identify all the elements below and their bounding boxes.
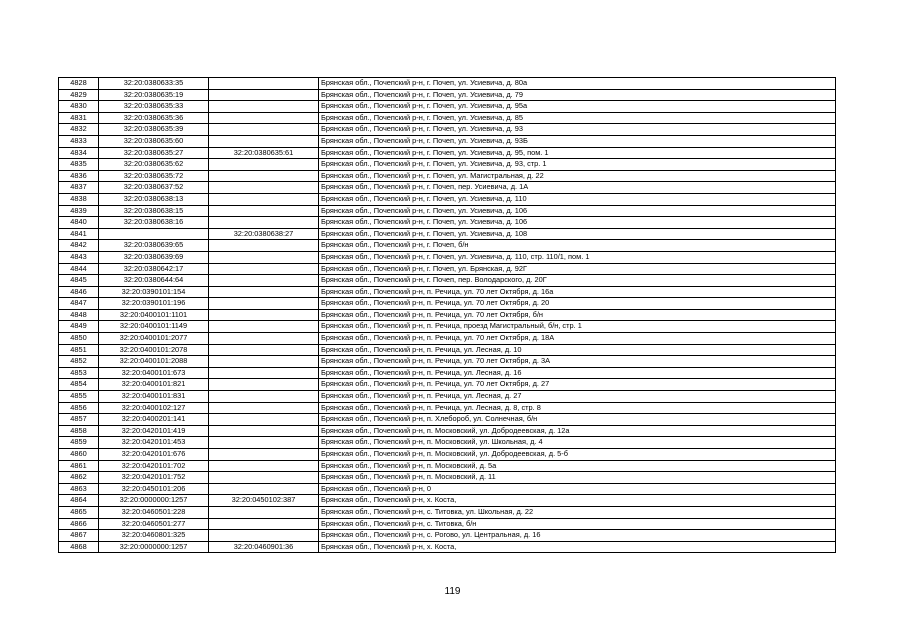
cadastral-number-cell: 32:20:0460801:325 — [99, 530, 209, 542]
address-cell: Брянская обл., Почепский р-н, г. Почеп, ул. Усиевича, д. 95, пом. 1 — [319, 147, 836, 159]
related-cadastral-number-cell — [209, 101, 319, 113]
cadastral-number-cell: 32:20:0460501:277 — [99, 518, 209, 530]
address-cell: Брянская обл., Почепский р-н, п. Речица, ул. Лесная, д. 16 — [319, 367, 836, 379]
table-row — [59, 437, 836, 449]
table-row — [59, 356, 836, 368]
cadastral-number-cell: 32:20:0420101:676 — [99, 449, 209, 461]
table-row — [59, 159, 836, 171]
address-cell: Брянская обл., Почепский р-н, г. Почеп, ул. Усиевича, д. 85 — [319, 112, 836, 124]
related-cadastral-number-cell — [209, 391, 319, 403]
row-number-cell: 4855 — [59, 391, 99, 403]
cadastral-number-cell: 32:20:0460501:228 — [99, 506, 209, 518]
address-cell: Брянская обл., Почепский р-н, г. Почеп, ул. Усиевича, д. 106 — [319, 205, 836, 217]
row-number-cell: 4834 — [59, 147, 99, 159]
table-row — [59, 333, 836, 345]
row-number-cell: 4852 — [59, 356, 99, 368]
table-row — [59, 101, 836, 113]
table-row — [59, 251, 836, 263]
related-cadastral-number-cell — [209, 240, 319, 252]
cadastral-number-cell: 32:20:0420101:453 — [99, 437, 209, 449]
row-number-cell: 4853 — [59, 367, 99, 379]
table-row — [59, 182, 836, 194]
related-cadastral-number-cell — [209, 333, 319, 345]
row-number-cell: 4836 — [59, 170, 99, 182]
table-row — [59, 193, 836, 205]
address-cell: Брянская обл., Почепский р-н, п. Речица, ул. 70 лет Октября, д. 3А — [319, 356, 836, 368]
table-row — [59, 518, 836, 530]
row-number-cell: 4864 — [59, 495, 99, 507]
cadastral-number-cell: 32:20:0380635:19 — [99, 89, 209, 101]
cadastral-number-cell: 32:20:0380635:27 — [99, 147, 209, 159]
related-cadastral-number-cell — [209, 321, 319, 333]
table-row — [59, 286, 836, 298]
cadastral-number-cell: 32:20:0380635:39 — [99, 124, 209, 136]
table-row — [59, 391, 836, 403]
related-cadastral-number-cell — [209, 449, 319, 461]
related-cadastral-number-cell — [209, 414, 319, 426]
table-row — [59, 402, 836, 414]
address-cell: Брянская обл., Почепский р-н, п. Речица, ул. Лесная, д. 10 — [319, 344, 836, 356]
related-cadastral-number-cell — [209, 309, 319, 321]
address-cell: Брянская обл., Почепский р-н, п. Московский, ул. Добродеевская, д. 12а — [319, 425, 836, 437]
table-row — [59, 112, 836, 124]
table-row — [59, 530, 836, 542]
related-cadastral-number-cell — [209, 217, 319, 229]
cadastral-number-cell: 32:20:0420101:752 — [99, 472, 209, 484]
related-cadastral-number-cell — [209, 483, 319, 495]
address-cell: Брянская обл., Почепский р-н, п. Речица, ул. 70 лет Октября, б/н — [319, 309, 836, 321]
cadastral-number-cell: 32:20:0380639:69 — [99, 251, 209, 263]
table-row — [59, 135, 836, 147]
table-row — [59, 321, 836, 333]
cadastral-number-cell: 32:20:0380635:36 — [99, 112, 209, 124]
cadastral-number-cell: 32:20:0380635:62 — [99, 159, 209, 171]
related-cadastral-number-cell — [209, 112, 319, 124]
cadastral-number-cell: 32:20:0000000:1257 — [99, 495, 209, 507]
cadastral-number-cell: 32:20:0380635:60 — [99, 135, 209, 147]
related-cadastral-number-cell — [209, 379, 319, 391]
table-row — [59, 425, 836, 437]
cadastral-number-cell: 32:20:0400101:2078 — [99, 344, 209, 356]
address-cell: Брянская обл., Почепский р-н, г. Почеп, ул. Усиевича, д. 93 — [319, 124, 836, 136]
cadastral-number-cell: 32:20:0400102:127 — [99, 402, 209, 414]
row-number-cell: 4860 — [59, 449, 99, 461]
cadastral-table — [58, 77, 836, 553]
row-number-cell: 4829 — [59, 89, 99, 101]
table-row — [59, 541, 836, 553]
related-cadastral-number-cell — [209, 298, 319, 310]
row-number-cell: 4839 — [59, 205, 99, 217]
related-cadastral-number-cell — [209, 286, 319, 298]
row-number-cell: 4863 — [59, 483, 99, 495]
cadastral-number-cell: 32:20:0400101:821 — [99, 379, 209, 391]
address-cell: Брянская обл., Почепский р-н, г. Почеп, ул. Усиевича, д. 79 — [319, 89, 836, 101]
cadastral-number-cell: 32:20:0380639:65 — [99, 240, 209, 252]
table-row — [59, 379, 836, 391]
row-number-cell: 4850 — [59, 333, 99, 345]
table-row — [59, 217, 836, 229]
row-number-cell: 4841 — [59, 228, 99, 240]
table-row — [59, 89, 836, 101]
table-row — [59, 147, 836, 159]
cadastral-number-cell: 32:20:0450101:206 — [99, 483, 209, 495]
table-row — [59, 298, 836, 310]
address-cell: Брянская обл., Почепский р-н, п. Речица, ул. 70 лет Октября, д. 18А — [319, 333, 836, 345]
row-number-cell: 4858 — [59, 425, 99, 437]
related-cadastral-number-cell — [209, 437, 319, 449]
cadastral-number-cell: 32:20:0420101:702 — [99, 460, 209, 472]
document-table-wrapper — [58, 77, 835, 553]
address-cell: Брянская обл., Почепский р-н, г. Почеп, б/н — [319, 240, 836, 252]
row-number-cell: 4844 — [59, 263, 99, 275]
related-cadastral-number-cell — [209, 170, 319, 182]
address-cell: Брянская обл., Почепский р-н, г. Почеп, ул. Усиевича, д. 110, стр. 110/1, пом. 1 — [319, 251, 836, 263]
related-cadastral-number-cell — [209, 506, 319, 518]
page-number: 119 — [444, 586, 461, 597]
address-cell: Брянская обл., Почепский р-н, г. Почеп, ул. Усиевича, д. 95а — [319, 101, 836, 113]
address-cell: Брянская обл., Почепский р-н, с. Рогово, ул. Центральная, д. 16 — [319, 530, 836, 542]
address-cell: Брянская обл., Почепский р-н, г. Почеп, пер. Володарского, д. 20Г — [319, 275, 836, 287]
related-cadastral-number-cell — [209, 356, 319, 368]
address-cell: Брянская обл., Почепский р-н, п. Московский, ул. Добродеевская, д. 5-б — [319, 449, 836, 461]
row-number-cell: 4840 — [59, 217, 99, 229]
related-cadastral-number-cell — [209, 460, 319, 472]
address-cell: Брянская обл., Почепский р-н, п. Московский, д. 11 — [319, 472, 836, 484]
row-number-cell: 4831 — [59, 112, 99, 124]
address-cell: Брянская обл., Почепский р-н, п. Московский, д. 5а — [319, 460, 836, 472]
cadastral-number-cell — [99, 228, 209, 240]
table-row — [59, 263, 836, 275]
related-cadastral-number-cell — [209, 344, 319, 356]
row-number-cell: 4868 — [59, 541, 99, 553]
cadastral-number-cell: 32:20:0380638:15 — [99, 205, 209, 217]
address-cell: Брянская обл., Почепский р-н, п. Речица, проезд Магистральный, б/н, стр. 1 — [319, 321, 836, 333]
table-row — [59, 205, 836, 217]
cadastral-number-cell: 32:20:0400101:673 — [99, 367, 209, 379]
cadastral-number-cell: 32:20:0400101:2088 — [99, 356, 209, 368]
address-cell: Брянская обл., Почепский р-н, с. Титовка, ул. Школьная, д. 22 — [319, 506, 836, 518]
address-cell: Брянская обл., Почепский р-н, х. Коста, — [319, 495, 836, 507]
cadastral-number-cell: 32:20:0400101:1149 — [99, 321, 209, 333]
row-number-cell: 4838 — [59, 193, 99, 205]
row-number-cell: 4845 — [59, 275, 99, 287]
table-body — [59, 78, 836, 553]
row-number-cell: 4849 — [59, 321, 99, 333]
related-cadastral-number-cell — [209, 89, 319, 101]
row-number-cell: 4862 — [59, 472, 99, 484]
related-cadastral-number-cell: 32:20:0380635:61 — [209, 147, 319, 159]
related-cadastral-number-cell — [209, 159, 319, 171]
table-row — [59, 78, 836, 90]
table-row — [59, 449, 836, 461]
row-number-cell: 4835 — [59, 159, 99, 171]
cadastral-number-cell: 32:20:0380638:16 — [99, 217, 209, 229]
cadastral-number-cell: 32:20:0380642:17 — [99, 263, 209, 275]
row-number-cell: 4847 — [59, 298, 99, 310]
address-cell: Брянская обл., Почепский р-н, г. Почеп, ул. Усиевича, д. 93Б — [319, 135, 836, 147]
cadastral-number-cell: 32:20:0380635:33 — [99, 101, 209, 113]
address-cell: Брянская обл., Почепский р-н, п. Речица, ул. 70 лет Октября, д. 16а — [319, 286, 836, 298]
cadastral-number-cell: 32:20:0380638:13 — [99, 193, 209, 205]
table-row — [59, 472, 836, 484]
table-row — [59, 309, 836, 321]
cadastral-number-cell: 32:20:0380637:52 — [99, 182, 209, 194]
address-cell: Брянская обл., Почепский р-н, п. Речица, ул. Лесная, д. 27 — [319, 391, 836, 403]
row-number-cell: 4859 — [59, 437, 99, 449]
address-cell: Брянская обл., Почепский р-н, г. Почеп, ул. Брянская, д. 92Г — [319, 263, 836, 275]
related-cadastral-number-cell — [209, 205, 319, 217]
row-number-cell: 4867 — [59, 530, 99, 542]
cadastral-number-cell: 32:20:0380644:64 — [99, 275, 209, 287]
cadastral-number-cell: 32:20:0390101:196 — [99, 298, 209, 310]
table-row — [59, 240, 836, 252]
cadastral-number-cell: 32:20:0400201:141 — [99, 414, 209, 426]
address-cell: Брянская обл., Почепский р-н, п. Московский, ул. Школьная, д. 4 — [319, 437, 836, 449]
address-cell: Брянская обл., Почепский р-н, г. Почеп, ул. Усиевича, д. 80а — [319, 78, 836, 90]
row-number-cell: 4828 — [59, 78, 99, 90]
related-cadastral-number-cell: 32:20:0450102:387 — [209, 495, 319, 507]
related-cadastral-number-cell — [209, 275, 319, 287]
row-number-cell: 4843 — [59, 251, 99, 263]
row-number-cell: 4854 — [59, 379, 99, 391]
row-number-cell: 4842 — [59, 240, 99, 252]
related-cadastral-number-cell — [209, 78, 319, 90]
table-row — [59, 414, 836, 426]
address-cell: Брянская обл., Почепский р-н, 0 — [319, 483, 836, 495]
table-row — [59, 124, 836, 136]
related-cadastral-number-cell — [209, 193, 319, 205]
related-cadastral-number-cell — [209, 518, 319, 530]
cadastral-number-cell: 32:20:0380635:72 — [99, 170, 209, 182]
table-row — [59, 483, 836, 495]
row-number-cell: 4861 — [59, 460, 99, 472]
related-cadastral-number-cell — [209, 425, 319, 437]
row-number-cell: 4856 — [59, 402, 99, 414]
row-number-cell: 4830 — [59, 101, 99, 113]
row-number-cell: 4832 — [59, 124, 99, 136]
address-cell: Брянская обл., Почепский р-н, г. Почеп, пер. Усиевича, д. 1А — [319, 182, 836, 194]
row-number-cell: 4846 — [59, 286, 99, 298]
related-cadastral-number-cell: 32:20:0460901:36 — [209, 541, 319, 553]
related-cadastral-number-cell — [209, 251, 319, 263]
row-number-cell: 4866 — [59, 518, 99, 530]
table-row — [59, 228, 836, 240]
cadastral-number-cell: 32:20:0420101:419 — [99, 425, 209, 437]
address-cell: Брянская обл., Почепский р-н, п. Хлебороб, ул. Солнечная, б/н — [319, 414, 836, 426]
table-row — [59, 495, 836, 507]
table-row — [59, 460, 836, 472]
address-cell: Брянская обл., Почепский р-н, г. Почеп, ул. Усиевича, д. 110 — [319, 193, 836, 205]
cadastral-number-cell: 32:20:0400101:831 — [99, 391, 209, 403]
address-cell: Брянская обл., Почепский р-н, п. Речица, ул. Лесная, д. 8, стр. 8 — [319, 402, 836, 414]
related-cadastral-number-cell — [209, 124, 319, 136]
table-row — [59, 275, 836, 287]
table-row — [59, 344, 836, 356]
address-cell: Брянская обл., Почепский р-н, п. Речица, ул. 70 лет Октября, д. 27 — [319, 379, 836, 391]
address-cell: Брянская обл., Почепский р-н, п. Речица, ул. 70 лет Октября, д. 20 — [319, 298, 836, 310]
address-cell: Брянская обл., Почепский р-н, г. Почеп, ул. Усиевича, д. 108 — [319, 228, 836, 240]
address-cell: Брянская обл., Почепский р-н, с. Титовка, б/н — [319, 518, 836, 530]
row-number-cell: 4857 — [59, 414, 99, 426]
row-number-cell: 4865 — [59, 506, 99, 518]
cadastral-number-cell: 32:20:0400101:1101 — [99, 309, 209, 321]
address-cell: Брянская обл., Почепский р-н, г. Почеп, ул. Усиевича, д. 93, стр. 1 — [319, 159, 836, 171]
related-cadastral-number-cell: 32:20:0380638:27 — [209, 228, 319, 240]
row-number-cell: 4851 — [59, 344, 99, 356]
cadastral-number-cell: 32:20:0000000:1257 — [99, 541, 209, 553]
related-cadastral-number-cell — [209, 402, 319, 414]
cadastral-number-cell: 32:20:0400101:2077 — [99, 333, 209, 345]
related-cadastral-number-cell — [209, 263, 319, 275]
cadastral-number-cell: 32:20:0380633:35 — [99, 78, 209, 90]
address-cell: Брянская обл., Почепский р-н, х. Коста, — [319, 541, 836, 553]
related-cadastral-number-cell — [209, 530, 319, 542]
table-row — [59, 367, 836, 379]
row-number-cell: 4848 — [59, 309, 99, 321]
address-cell: Брянская обл., Почепский р-н, г. Почеп, ул. Усиевича, д. 106 — [319, 217, 836, 229]
related-cadastral-number-cell — [209, 367, 319, 379]
table-row — [59, 506, 836, 518]
related-cadastral-number-cell — [209, 182, 319, 194]
row-number-cell: 4837 — [59, 182, 99, 194]
table-row — [59, 170, 836, 182]
related-cadastral-number-cell — [209, 135, 319, 147]
address-cell: Брянская обл., Почепский р-н, г. Почеп, ул. Магистральная, д. 22 — [319, 170, 836, 182]
row-number-cell: 4833 — [59, 135, 99, 147]
cadastral-number-cell: 32:20:0390101:154 — [99, 286, 209, 298]
related-cadastral-number-cell — [209, 472, 319, 484]
